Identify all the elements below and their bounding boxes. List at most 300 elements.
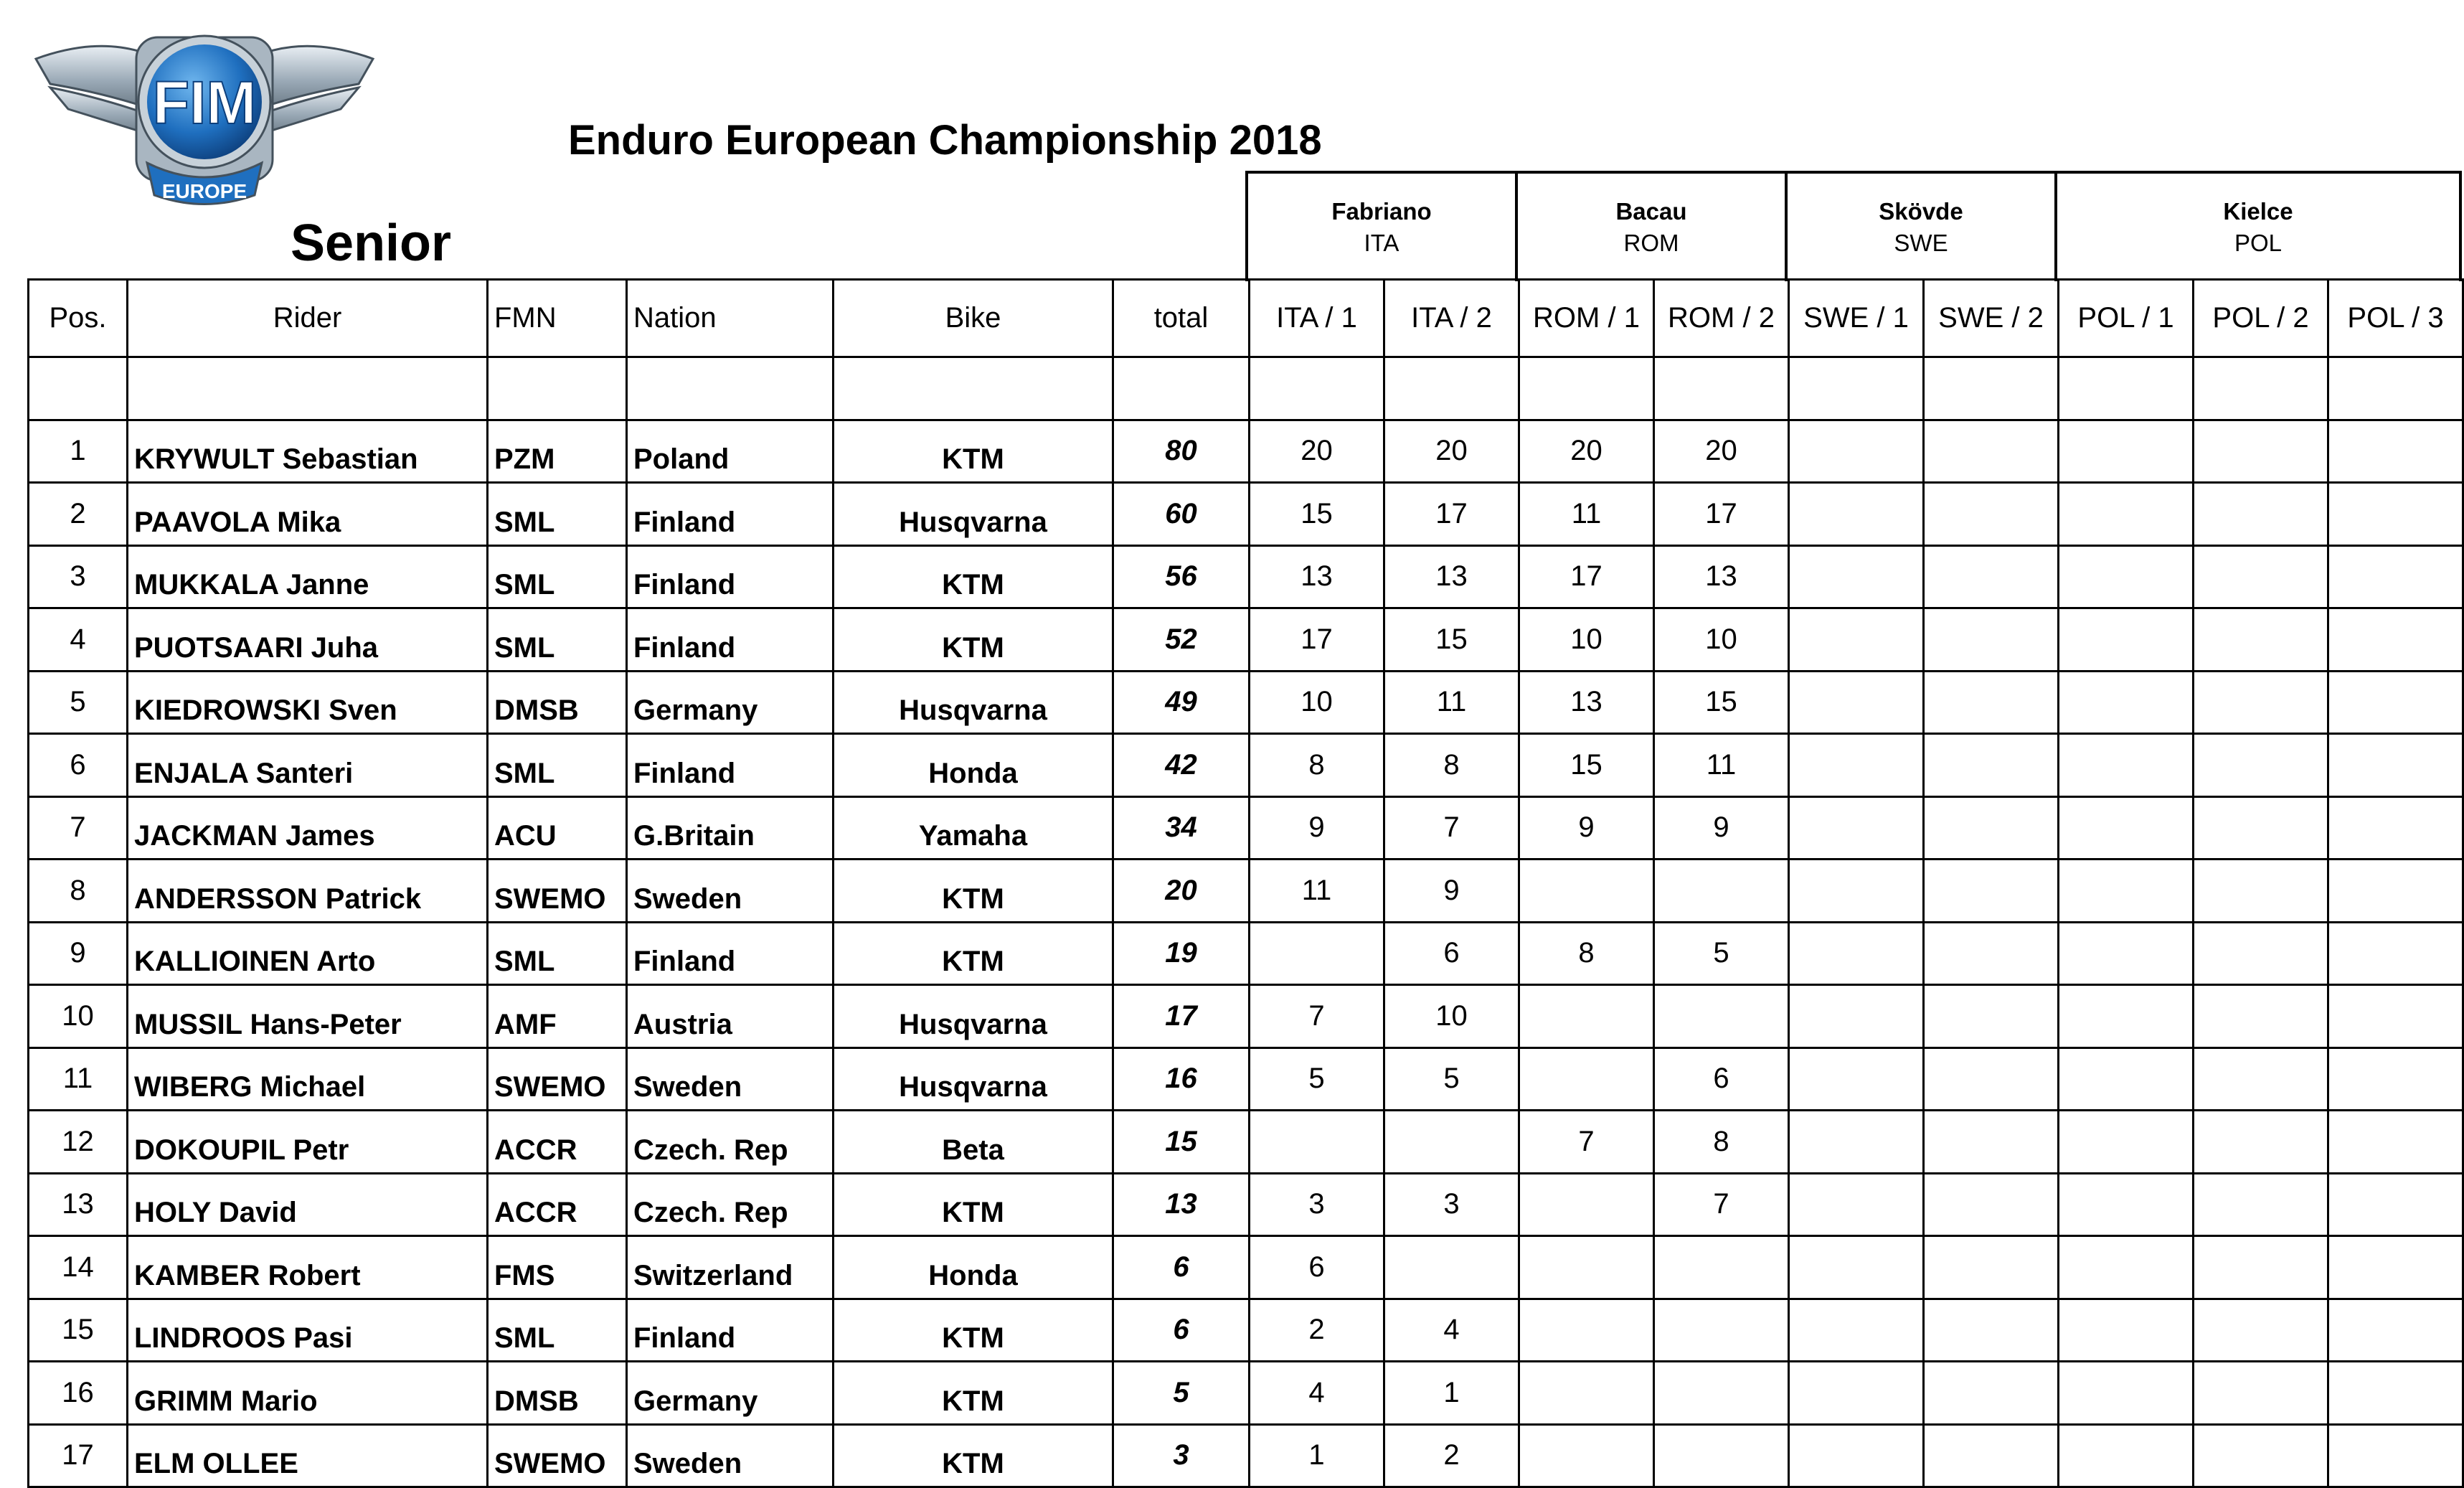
cell-score <box>1519 985 1654 1048</box>
cell-score <box>1654 1299 1789 1362</box>
logo-text: FIM <box>152 69 257 136</box>
cell-score <box>1654 860 1789 923</box>
cell-score <box>2328 483 2463 546</box>
cell-score <box>1789 1362 1924 1425</box>
cell-pos: 12 <box>29 1111 128 1174</box>
cell-score: 20 <box>1384 420 1519 483</box>
cell-score <box>2328 1173 2463 1236</box>
results-table <box>27 278 2464 1488</box>
cell-fmn: SWEMO <box>488 860 627 923</box>
cell-nation: Czech. Rep <box>627 1173 834 1236</box>
cell-bike: KTM <box>834 1299 1113 1362</box>
cell-score <box>1789 671 1924 734</box>
cell-score: 9 <box>1384 860 1519 923</box>
cell-fmn: ACCR <box>488 1111 627 1174</box>
cell-score <box>1789 1236 1924 1299</box>
table-row <box>29 1362 2463 1425</box>
cell-total: 42 <box>1113 734 1250 797</box>
cell-rider: JACKMAN James <box>128 796 488 860</box>
venue-code: ROM <box>1623 230 1679 256</box>
cell-total: 6 <box>1113 1299 1250 1362</box>
cell-fmn: SML <box>488 608 627 672</box>
cell-score <box>1519 1173 1654 1236</box>
col-round: SWE / 2 <box>1924 280 2059 357</box>
cell-score <box>2059 671 2194 734</box>
cell-pos: 5 <box>29 671 128 734</box>
cell-total: 13 <box>1113 1173 1250 1236</box>
cell-score <box>1789 545 1924 608</box>
cell-nation: Germany <box>627 671 834 734</box>
cell-score <box>1789 1111 1924 1174</box>
cell-nation: Czech. Rep <box>627 1111 834 1174</box>
cell-score: 4 <box>1250 1362 1384 1425</box>
cell-score <box>1654 1362 1789 1425</box>
cell-total: 19 <box>1113 922 1250 985</box>
cell-score: 7 <box>1519 1111 1654 1174</box>
cell-score <box>2059 545 2194 608</box>
col-round: SWE / 1 <box>1789 280 1924 357</box>
col-round: POL / 2 <box>2194 280 2328 357</box>
cell-nation: Finland <box>627 922 834 985</box>
col-round: POL / 3 <box>2328 280 2463 357</box>
cell-score <box>2059 985 2194 1048</box>
cell-score: 9 <box>1654 796 1789 860</box>
cell-fmn: SML <box>488 483 627 546</box>
cell-score <box>1789 734 1924 797</box>
cell-nation: Sweden <box>627 1047 834 1111</box>
cell-score <box>2194 922 2328 985</box>
cell-fmn: AMF <box>488 985 627 1048</box>
cell-pos: 10 <box>29 985 128 1048</box>
cell-total: 52 <box>1113 608 1250 672</box>
cell-score <box>2194 1362 2328 1425</box>
cell-score: 15 <box>1250 483 1384 546</box>
cell-score <box>1924 796 2059 860</box>
col-pos: Pos. <box>29 280 128 357</box>
cell-nation: Finland <box>627 1299 834 1362</box>
cell-score <box>2059 1299 2194 1362</box>
cell-score: 4 <box>1384 1299 1519 1362</box>
cell-score: 11 <box>1250 860 1384 923</box>
cell-score <box>1384 1236 1519 1299</box>
cell-score <box>2328 1236 2463 1299</box>
cell-bike: KTM <box>834 1362 1113 1425</box>
cell-score <box>2194 1047 2328 1111</box>
cell-score <box>2194 1236 2328 1299</box>
cell-score <box>1924 608 2059 672</box>
venue-name: Kielce <box>2223 198 2293 225</box>
cell-score <box>1384 1111 1519 1174</box>
col-round: ITA / 2 <box>1384 280 1519 357</box>
col-total: total <box>1113 280 1250 357</box>
cell-total: 56 <box>1113 545 1250 608</box>
cell-score <box>2328 1047 2463 1111</box>
cell-fmn: SML <box>488 545 627 608</box>
cell-score <box>2328 671 2463 734</box>
cell-fmn: ACCR <box>488 1173 627 1236</box>
cell-score <box>1519 1424 1654 1487</box>
cell-score: 5 <box>1654 922 1789 985</box>
table-row <box>29 1236 2463 1299</box>
cell-score: 17 <box>1384 483 1519 546</box>
cell-score: 10 <box>1250 671 1384 734</box>
cell-score: 15 <box>1384 608 1519 672</box>
cell-score: 10 <box>1654 608 1789 672</box>
cell-score: 20 <box>1519 420 1654 483</box>
cell-pos: 6 <box>29 734 128 797</box>
cell-score <box>1789 1047 1924 1111</box>
cell-score <box>1789 483 1924 546</box>
table-row <box>29 545 2463 608</box>
cell-score: 6 <box>1250 1236 1384 1299</box>
cell-score <box>1924 1111 2059 1174</box>
table-row <box>29 1173 2463 1236</box>
cell-nation: Finland <box>627 545 834 608</box>
venue-fabriano <box>1248 174 1518 281</box>
cell-total: 60 <box>1113 483 1250 546</box>
cell-rider: MUKKALA Janne <box>128 545 488 608</box>
cell-score <box>1924 1173 2059 1236</box>
cell-score <box>2328 1299 2463 1362</box>
cell-score <box>2194 545 2328 608</box>
cell-score <box>2194 483 2328 546</box>
table-row <box>29 922 2463 985</box>
cell-score <box>1789 1299 1924 1362</box>
cell-total: 5 <box>1113 1362 1250 1425</box>
cell-nation: Sweden <box>627 1424 834 1487</box>
cell-score <box>1789 1173 1924 1236</box>
venue-code: ITA <box>1364 230 1399 256</box>
cell-fmn: PZM <box>488 420 627 483</box>
venue-code: SWE <box>1894 230 1948 256</box>
cell-pos: 2 <box>29 483 128 546</box>
cell-score <box>2328 1362 2463 1425</box>
cell-score <box>1654 1424 1789 1487</box>
cell-bike: KTM <box>834 922 1113 985</box>
cell-score: 13 <box>1250 545 1384 608</box>
cell-score <box>1789 922 1924 985</box>
col-round: ITA / 1 <box>1250 280 1384 357</box>
cell-score <box>2328 420 2463 483</box>
cell-score <box>1654 1236 1789 1299</box>
venue-skovde <box>1788 174 2057 281</box>
venue-bacau <box>1518 174 1788 281</box>
cell-nation: Austria <box>627 985 834 1048</box>
cell-pos: 8 <box>29 860 128 923</box>
cell-score <box>2059 1047 2194 1111</box>
cell-score: 13 <box>1654 545 1789 608</box>
cell-score <box>2328 1111 2463 1174</box>
cell-score: 20 <box>1654 420 1789 483</box>
cell-nation: G.Britain <box>627 796 834 860</box>
venue-code: POL <box>2234 230 2283 256</box>
cell-pos: 14 <box>29 1236 128 1299</box>
cell-score <box>2194 608 2328 672</box>
cell-rider: PAAVOLA Mika <box>128 483 488 546</box>
table-row <box>29 1299 2463 1362</box>
cell-bike: KTM <box>834 545 1113 608</box>
venue-name: Fabriano <box>1331 198 1432 225</box>
cell-total: 34 <box>1113 796 1250 860</box>
cell-score <box>2328 860 2463 923</box>
cell-fmn: SML <box>488 734 627 797</box>
cell-score <box>2328 734 2463 797</box>
cell-score: 17 <box>1250 608 1384 672</box>
cell-score: 7 <box>1250 985 1384 1048</box>
cell-pos: 15 <box>29 1299 128 1362</box>
cell-score <box>2328 922 2463 985</box>
cell-score <box>2194 1111 2328 1174</box>
cell-score: 2 <box>1250 1299 1384 1362</box>
venue-name: Bacau <box>1615 198 1687 225</box>
cell-fmn: FMS <box>488 1236 627 1299</box>
cell-score <box>2059 483 2194 546</box>
cell-score <box>1789 420 1924 483</box>
cell-score <box>1924 860 2059 923</box>
table-row <box>29 1424 2463 1487</box>
cell-rider: ENJALA Santeri <box>128 734 488 797</box>
table-row <box>29 734 2463 797</box>
cell-pos: 9 <box>29 922 128 985</box>
cell-score: 9 <box>1250 796 1384 860</box>
cell-score <box>1924 922 2059 985</box>
table-row <box>29 608 2463 672</box>
cell-bike: Husqvarna <box>834 985 1113 1048</box>
table-row <box>29 860 2463 923</box>
cell-score <box>1789 860 1924 923</box>
cell-score <box>2328 796 2463 860</box>
cell-bike: KTM <box>834 608 1113 672</box>
cell-fmn: ACU <box>488 796 627 860</box>
col-round: POL / 1 <box>2059 280 2194 357</box>
cell-score <box>1924 1299 2059 1362</box>
cell-score: 9 <box>1519 796 1654 860</box>
cell-score <box>1924 483 2059 546</box>
cell-rider: ELM OLLEE <box>128 1424 488 1487</box>
cell-score <box>1924 420 2059 483</box>
cell-score <box>2059 922 2194 985</box>
venue-kielce <box>2057 174 2462 281</box>
cell-score: 2 <box>1384 1424 1519 1487</box>
col-fmn: FMN <box>488 280 627 357</box>
cell-score <box>2059 860 2194 923</box>
cell-score <box>1924 985 2059 1048</box>
logo-subtext: EUROPE <box>161 180 247 202</box>
cell-score: 3 <box>1250 1173 1384 1236</box>
cell-score: 1 <box>1384 1362 1519 1425</box>
cell-rider: KRYWULT Sebastian <box>128 420 488 483</box>
cell-score: 5 <box>1384 1047 1519 1111</box>
cell-rider: PUOTSAARI Juha <box>128 608 488 672</box>
cell-score <box>2194 734 2328 797</box>
cell-rider: WIBERG Michael <box>128 1047 488 1111</box>
table-row <box>29 1111 2463 1174</box>
cell-fmn: SWEMO <box>488 1424 627 1487</box>
cell-total: 49 <box>1113 671 1250 734</box>
cell-score: 7 <box>1384 796 1519 860</box>
cell-score: 10 <box>1519 608 1654 672</box>
cell-bike: KTM <box>834 860 1113 923</box>
cell-score: 8 <box>1519 922 1654 985</box>
cell-score: 5 <box>1250 1047 1384 1111</box>
cell-nation: Poland <box>627 420 834 483</box>
cell-score: 15 <box>1519 734 1654 797</box>
cell-bike: KTM <box>834 420 1113 483</box>
cell-score <box>2194 985 2328 1048</box>
cell-score <box>2328 1424 2463 1487</box>
cell-score: 6 <box>1384 922 1519 985</box>
col-rider: Rider <box>128 280 488 357</box>
cell-score <box>2059 420 2194 483</box>
cell-pos: 1 <box>29 420 128 483</box>
cell-score <box>1924 1236 2059 1299</box>
cell-score <box>1924 1047 2059 1111</box>
cell-score <box>1519 1362 1654 1425</box>
cell-score: 15 <box>1654 671 1789 734</box>
cell-fmn: SML <box>488 922 627 985</box>
cell-score <box>1924 545 2059 608</box>
cell-score <box>1924 671 2059 734</box>
cell-score <box>1519 860 1654 923</box>
cell-bike: Husqvarna <box>834 1047 1113 1111</box>
cell-fmn: DMSB <box>488 1362 627 1425</box>
cell-total: 20 <box>1113 860 1250 923</box>
category-title: Senior <box>291 215 452 272</box>
cell-score: 11 <box>1654 734 1789 797</box>
col-nation: Nation <box>627 280 834 357</box>
cell-score <box>2194 860 2328 923</box>
table-row <box>29 420 2463 483</box>
cell-score <box>2059 608 2194 672</box>
cell-score <box>2328 985 2463 1048</box>
cell-score: 20 <box>1250 420 1384 483</box>
table-row <box>29 796 2463 860</box>
cell-score <box>2059 796 2194 860</box>
cell-score <box>2194 1299 2328 1362</box>
cell-score <box>1924 1362 2059 1425</box>
cell-score <box>2194 1173 2328 1236</box>
fim-europe-logo <box>29 16 380 209</box>
cell-bike: Yamaha <box>834 796 1113 860</box>
cell-pos: 7 <box>29 796 128 860</box>
cell-rider: DOKOUPIL Petr <box>128 1111 488 1174</box>
cell-total: 17 <box>1113 985 1250 1048</box>
cell-score <box>1789 796 1924 860</box>
cell-rider: ANDERSSON Patrick <box>128 860 488 923</box>
cell-pos: 3 <box>29 545 128 608</box>
cell-rider: MUSSIL Hans-Peter <box>128 985 488 1048</box>
cell-score <box>2194 1424 2328 1487</box>
table-row <box>29 1047 2463 1111</box>
cell-score <box>1250 1111 1384 1174</box>
cell-fmn: DMSB <box>488 671 627 734</box>
cell-score <box>2328 545 2463 608</box>
cell-score: 10 <box>1384 985 1519 1048</box>
cell-score: 7 <box>1654 1173 1789 1236</box>
cell-fmn: SML <box>488 1299 627 1362</box>
cell-score <box>2328 608 2463 672</box>
cell-total: 15 <box>1113 1111 1250 1174</box>
cell-total: 6 <box>1113 1236 1250 1299</box>
cell-bike: KTM <box>834 1173 1113 1236</box>
cell-score: 13 <box>1384 545 1519 608</box>
cell-score: 11 <box>1384 671 1519 734</box>
cell-score: 1 <box>1250 1424 1384 1487</box>
table-row <box>29 483 2463 546</box>
cell-pos: 16 <box>29 1362 128 1425</box>
cell-score <box>2059 1111 2194 1174</box>
cell-score: 17 <box>1654 483 1789 546</box>
cell-bike: Husqvarna <box>834 483 1113 546</box>
cell-score: 3 <box>1384 1173 1519 1236</box>
cell-total: 80 <box>1113 420 1250 483</box>
cell-bike: Husqvarna <box>834 671 1113 734</box>
cell-pos: 17 <box>29 1424 128 1487</box>
cell-rider: KAMBER Robert <box>128 1236 488 1299</box>
spacer-row <box>29 357 2463 420</box>
cell-score: 6 <box>1654 1047 1789 1111</box>
cell-score <box>1519 1047 1654 1111</box>
table-row <box>29 985 2463 1048</box>
cell-score <box>2194 420 2328 483</box>
cell-score <box>1924 734 2059 797</box>
cell-score <box>1789 608 1924 672</box>
header-row <box>29 280 2463 357</box>
venue-header <box>1245 171 2462 281</box>
cell-score: 8 <box>1654 1111 1789 1174</box>
cell-score <box>2059 734 2194 797</box>
cell-nation: Sweden <box>627 860 834 923</box>
col-bike: Bike <box>834 280 1113 357</box>
results-body <box>29 357 2463 1487</box>
cell-score <box>2059 1236 2194 1299</box>
cell-score: 8 <box>1250 734 1384 797</box>
cell-bike: KTM <box>834 1424 1113 1487</box>
cell-score: 11 <box>1519 483 1654 546</box>
cell-score: 8 <box>1384 734 1519 797</box>
cell-bike: Honda <box>834 1236 1113 1299</box>
cell-pos: 11 <box>29 1047 128 1111</box>
cell-score <box>2194 796 2328 860</box>
cell-score: 17 <box>1519 545 1654 608</box>
cell-rider: GRIMM Mario <box>128 1362 488 1425</box>
cell-total: 3 <box>1113 1424 1250 1487</box>
cell-nation: Germany <box>627 1362 834 1425</box>
cell-rider: HOLY David <box>128 1173 488 1236</box>
cell-score <box>1924 1424 2059 1487</box>
venue-name: Skövde <box>1879 198 1963 225</box>
table-row <box>29 671 2463 734</box>
cell-bike: Beta <box>834 1111 1113 1174</box>
cell-rider: LINDROOS Pasi <box>128 1299 488 1362</box>
cell-score <box>1519 1299 1654 1362</box>
cell-score <box>2059 1362 2194 1425</box>
cell-score <box>2194 671 2328 734</box>
cell-pos: 13 <box>29 1173 128 1236</box>
cell-score: 13 <box>1519 671 1654 734</box>
cell-score <box>1789 1424 1924 1487</box>
cell-nation: Finland <box>627 608 834 672</box>
cell-score <box>1789 985 1924 1048</box>
cell-fmn: SWEMO <box>488 1047 627 1111</box>
cell-score <box>2059 1424 2194 1487</box>
cell-rider: KALLIOINEN Arto <box>128 922 488 985</box>
cell-nation: Finland <box>627 483 834 546</box>
cell-nation: Finland <box>627 734 834 797</box>
cell-score <box>1250 922 1384 985</box>
cell-pos: 4 <box>29 608 128 672</box>
cell-rider: KIEDROWSKI Sven <box>128 671 488 734</box>
